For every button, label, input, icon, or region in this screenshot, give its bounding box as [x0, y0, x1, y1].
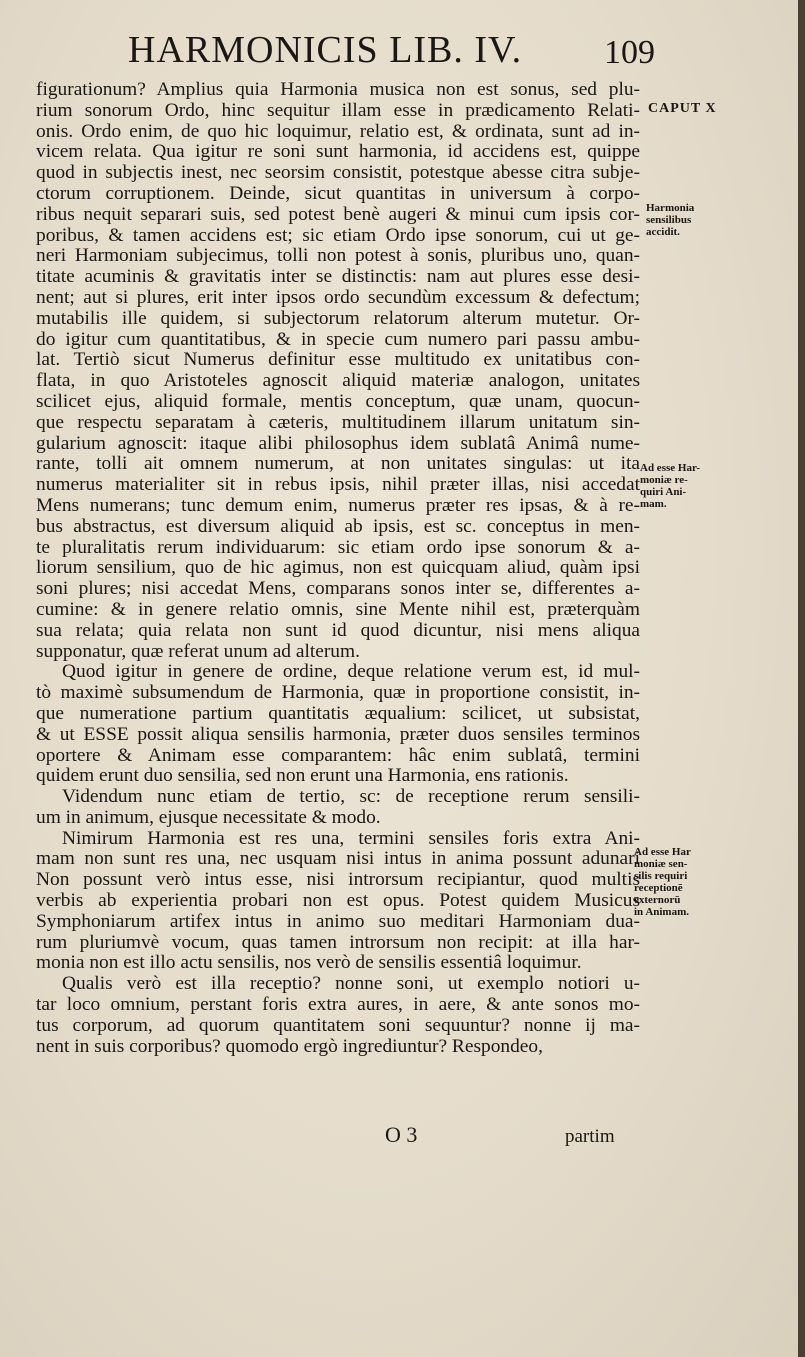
text-line: do igitur cum quantitatibus, & in specie cum numero pari passu ambu-	[36, 329, 640, 350]
margin-note-caput	[648, 103, 717, 115]
margin-note-line: receptionē	[634, 882, 683, 894]
text-line: quod in subjectis inest, nec seorsim consistit, potestque abesse citra subje-	[36, 163, 640, 184]
text-line: numerus materialiter sit in rebus ipsis, nihil præter illas, nisi accedat	[36, 475, 640, 496]
page-footer	[0, 1122, 805, 1152]
text-line: rante, tolli ait omnem numerum, at non unitates singulas: ut ita	[36, 454, 640, 475]
text-line: rium sonorum Ordo, hinc sequitur illam esse in prædicamento Relati-	[36, 100, 640, 121]
margin-note-ad-esse-receptio	[634, 846, 691, 918]
margin-note-line: sensilibus	[646, 214, 692, 226]
text-line: te pluralitatis rerum individuarum: sic etiam ordo ipse sonorum & a-	[36, 537, 640, 558]
margin-note-line: in Animam.	[634, 906, 690, 918]
text-line: oportere & Animam esse comparantem: hâc enim sublatâ, termini	[36, 745, 640, 766]
page-number: 109	[604, 34, 655, 71]
text-line: Qualis verò est illa receptio? nonne soni, ut exemplo notiori u-	[62, 974, 640, 995]
text-line: um in animum, ejusque necessitate & modo.	[36, 807, 381, 828]
margin-note-line: quiri Ani-	[640, 486, 687, 498]
margin-note-line: Harmonia	[646, 202, 695, 214]
text-line: nent in suis corporibus? quomodo ergò ingrediuntur? Respondeo,	[36, 1036, 543, 1057]
text-line: rum pluriumvè vocum, quas tamen introrsum non recipit: at illa har-	[36, 932, 640, 953]
margin-note-line: silis requiri	[634, 870, 688, 882]
text-line: vicem relata. Qua igitur re soni sunt harmonia, id accidens est, quippe	[36, 142, 640, 163]
text-line: ribus nequit separari suis, sed potest benè augeri & minui cum ipsis cor-	[36, 204, 640, 225]
running-title: HARMONICIS LIB. IV.	[128, 29, 523, 71]
text-line: tar loco omnium, perstant foris extra aures, in aere, & ante sonos mo-	[36, 995, 640, 1016]
text-line: liorum sensilium, quo de hic agimus, non est quicquam aliud, quàm ipsi	[36, 558, 640, 579]
text-line: quidem erunt duo sensilia, sed non erunt una Harmonia, ens rationis.	[36, 766, 569, 787]
main-text-block	[36, 80, 640, 1057]
text-line: flata, in quo Aristoteles agnoscit aliquid materiæ analogon, unitates	[36, 371, 640, 392]
margin-note-line: externorū	[634, 894, 681, 906]
margin-note-line: CAPUT X	[648, 101, 717, 116]
text-line: tò maximè subsumendum de Harmonia, quæ in proportione consistit, in-	[36, 683, 640, 704]
text-line: mutabilis ille quidem, si subjectorum relatorum alterum mutetur. Or-	[36, 308, 640, 329]
text-line: verbis ab experientia probari non est opus. Potest quidem Musicus	[36, 891, 640, 912]
text-line: scilicet ejus, aliquid formale, mentis conceptum, quæ unam, quocun-	[36, 391, 640, 412]
margin-note-harmonia-accidit	[646, 202, 694, 238]
margin-note-line: moniæ re-	[640, 474, 688, 486]
text-line: mam non sunt res una, nec usquam nisi intus in anima possunt adunari	[36, 849, 640, 870]
text-line: sua relata; quia relata non sunt id quod dicuntur, nisi mens aliqua	[36, 620, 640, 641]
text-line: Nimirum Harmonia est res una, termini sensiles foris extra Ani-	[62, 828, 640, 849]
text-line: onis. Ordo enim, de quo hic loquimur, relatio est, & ordinata, sunt ad in-	[36, 121, 640, 142]
text-line: figurationum? Amplius quia Harmonia musica non est sonus, sed plu-	[36, 80, 640, 100]
text-line: ctorum corruptionem. Deinde, sicut quantitas in universum à corpo-	[36, 183, 640, 204]
margin-note-line: Ad esse Har-	[640, 462, 701, 474]
text-line: poribus, & tamen accidens est; sic etiam Ordo ipse sonorum, cui ut ge-	[36, 225, 640, 246]
text-line: Mens numerans; tunc demum enim, numerus præter res ipsas, & à re-	[36, 495, 640, 516]
text-line: que numeratione partium quantitatis æqualium: scilicet, ut subsistat,	[36, 703, 640, 724]
margin-note-line: Ad esse Har	[634, 846, 691, 858]
page-header	[128, 18, 655, 78]
text-line: soni plures; nisi accedat Mens, comparans sonos inter se, differentes a-	[36, 579, 640, 600]
text-line: neri Harmoniam subjecimus, tolli non potest à sonis, pluribus uno, quan-	[36, 246, 640, 267]
text-line: Quod igitur in genere de ordine, deque relatione verum est, id mul-	[62, 662, 640, 683]
text-line: & ut ESSE possit aliqua sensilis harmonia, præter duos sensiles terminos	[36, 724, 640, 745]
text-line: Non possunt verò intus esse, nisi introrsum recipiantur, quod multis	[36, 870, 640, 891]
text-line: bus abstractus, est diversum aliquid ab ipsis, est sc. conceptus in men-	[36, 516, 640, 537]
catchword: partim	[565, 1126, 615, 1147]
text-line: titate acuminis & gravitatis inter se distinctis: nam aut plures esse desi-	[36, 267, 640, 288]
margin-note-ad-esse-anima	[640, 462, 700, 510]
margin-note-line: moniæ sen-	[634, 858, 688, 870]
page-edge-shadow	[798, 0, 805, 1357]
signature-mark: O 3	[385, 1122, 418, 1147]
text-line: cumine: & in genere relatio omnis, sine Mente nihil est, præterquàm	[36, 599, 640, 620]
text-line: lat. Tertiò sicut Numerus definitur esse multitudo ex unitatibus con-	[36, 350, 640, 371]
margin-note-line: mam.	[640, 498, 667, 510]
text-line: que respectu separatam à cæteris, multitudinem illarum unitatum sin-	[36, 412, 640, 433]
margin-note-line: accidit.	[646, 226, 680, 238]
text-line: supponatur, quæ referat unum ad alterum.	[36, 641, 360, 662]
text-line: Symphoniarum artifex intus in animo suo meditari Harmoniam dua-	[36, 911, 640, 932]
text-line: gularium agnoscit: itaque alibi philosophus idem sublatâ Animâ nume-	[36, 433, 640, 454]
text-line: tus corporum, ad quorum quantitatem soni sequuntur? nonne ij ma-	[36, 1015, 640, 1036]
text-line: Videndum nunc etiam de tertio, sc: de receptione rerum sensili-	[62, 787, 640, 808]
text-line: nent; aut si plures, erit inter ipsos ordo secundùm excessum & defectum;	[36, 287, 640, 308]
text-line: monia non est illo actu sensilis, nos verò de sensilis essentiâ loquimur.	[36, 953, 582, 974]
